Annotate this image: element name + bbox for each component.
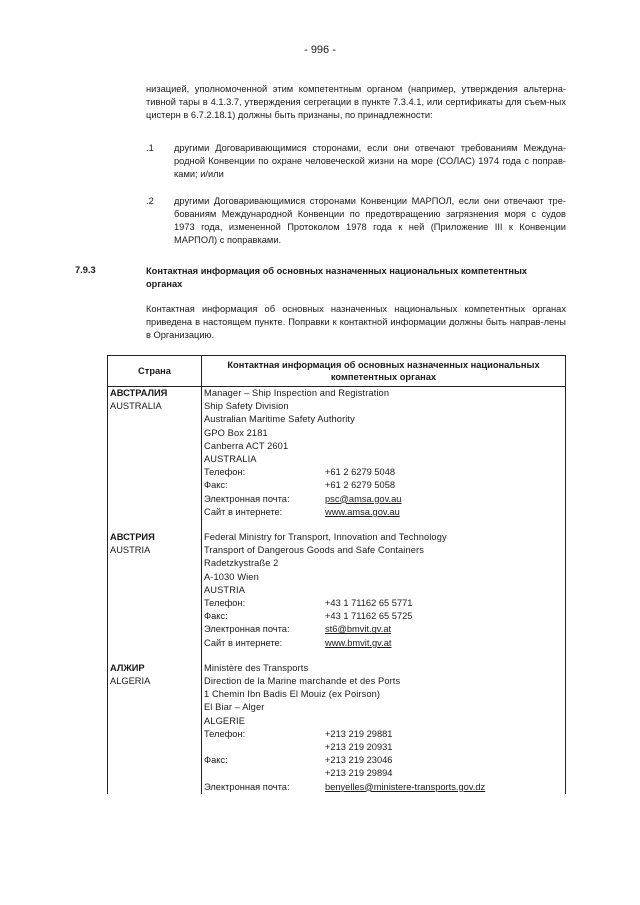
phone-value: +213 219 29881 (325, 728, 393, 739)
column-header-country: Страна (108, 356, 202, 387)
fax-value: +213 219 23046 (325, 755, 393, 766)
website-row (204, 637, 563, 650)
list-item-number: .1 (146, 143, 154, 153)
list-item-2 (146, 195, 566, 247)
contacts-table (107, 355, 566, 794)
address-line: Manager – Ship Inspection and Registration (204, 388, 390, 398)
country-name-en: ALGERIA (110, 676, 151, 687)
fax-label: Факс: (204, 611, 228, 622)
address-line: Radetzkystraße 2 (204, 558, 279, 569)
address-line: GPO Box 2181 (204, 427, 268, 438)
website-link[interactable]: www.bmvit.gv.at (325, 637, 392, 648)
address-line: AUSTRIA (204, 584, 245, 595)
address-line: Ministère des Transports (204, 662, 309, 673)
phone-value-2: +213 219 20931 (325, 742, 393, 753)
country-name-en: AUSTRALIA (110, 401, 162, 412)
fax-label: Факс: (204, 480, 228, 491)
phone-label: Телефон: (204, 598, 246, 609)
list-item-text: другими Договаривающимися сторонами, если они отвечают требованиям Междуна-родной Конвенции по охране человеческой жизни на море (СОЛАС) 1974 года с поправ-ками; и/или (174, 143, 566, 179)
section-title: Контактная информация об основных назначенных национальных компетентных органах (146, 266, 528, 289)
country-name-ru: АЛЖИР (110, 662, 145, 673)
contact-cell (202, 662, 566, 794)
email-row (204, 781, 563, 794)
intro-paragraph: низацией, уполномоченной этим компетентным органом (например, утверждения альтерна-тивной тары в 4.1.3.7, утверждения сегрегации в пункте 7.3.4.1, или сертификаты для съем-ных цистерн в 6.7.2.18.1) должны быть признаны, по принадлежности: (146, 84, 566, 120)
website-row (204, 506, 563, 519)
email-label: Электронная почта: (204, 781, 290, 792)
email-row (204, 623, 563, 636)
website-label: Сайт в интернете: (204, 637, 283, 648)
address-line: Australian Maritime Safety Authority (204, 414, 355, 425)
table-row-australia (108, 387, 566, 532)
address-line: Ship Safety Division (204, 401, 289, 412)
phone-row (204, 728, 563, 741)
section-number: 7.9.3 (75, 265, 96, 275)
table-row-algeria (108, 662, 566, 794)
address-line: 1 Chemin Ibn Badis El Mouiz (ex Poirson) (204, 689, 381, 700)
phone-label: Телефон: (204, 467, 246, 478)
section-text: Контактная информация об основных назначенных национальных компетентных органах приведена в настоящем пункте. Поправки к контактной информации должны быть направ-лены в Организацию. (146, 304, 566, 340)
contact-cell (202, 387, 566, 532)
fax-row (204, 610, 563, 623)
website-label: Сайт в интернете: (204, 506, 283, 517)
contact-cell (202, 531, 566, 662)
email-label: Электронная почта: (204, 624, 290, 635)
table-header-row (108, 356, 566, 387)
address-line: El Biar – Alger (204, 702, 265, 713)
address-line: Direction de la Marine marchande et des Ports (204, 676, 401, 687)
country-name-en: AUSTRIA (110, 545, 151, 556)
address-line: AUSTRALIA (204, 454, 257, 465)
list-item-number: .2 (146, 196, 154, 206)
address-line: Transport of Dangerous Goods and Safe Containers (204, 545, 424, 556)
country-cell (108, 531, 202, 662)
website-link[interactable]: www.amsa.gov.au (325, 506, 400, 517)
fax-row (204, 754, 563, 767)
address-line: Canberra ACT 2601 (204, 440, 289, 451)
fax-label-empty (204, 767, 325, 780)
fax-label: Факс: (204, 755, 228, 766)
table-row-austria (108, 531, 566, 662)
phone-row-2 (204, 741, 563, 754)
email-link[interactable]: psc@amsa.gov.au (325, 493, 402, 504)
country-cell (108, 662, 202, 794)
column-header-contact: Контактная информация об основных назначенных национальных компетентных органах (202, 356, 566, 387)
fax-value: +61 2 6279 5058 (325, 480, 396, 491)
address-line: ALGERIE (204, 715, 246, 726)
phone-value: +43 1 71162 65 5771 (325, 598, 413, 609)
fax-value-2: +213 219 29894 (325, 768, 393, 779)
country-cell (108, 387, 202, 532)
email-row (204, 493, 563, 506)
email-link[interactable]: st6@bmvit.gv.at (325, 624, 392, 635)
fax-row (204, 479, 563, 492)
country-name-ru: АВСТРАЛИЯ (110, 388, 168, 398)
phone-value: +61 2 6279 5048 (325, 467, 396, 478)
phone-label-empty (204, 741, 325, 754)
phone-row (204, 597, 563, 610)
fax-value: +43 1 71162 65 5725 (325, 611, 413, 622)
address-line: A-1030 Wien (204, 571, 259, 582)
email-link[interactable]: benyelles@ministere-transports.gov.dz (325, 781, 486, 792)
list-item-text: другими Договаривающимися сторонами Конвенции МАРПОЛ, если они отвечают тре-бованиям Международной Конвенции по предотвращению загрязнения моря с судов 1973 года, измененной Протоколом 1978 года к ней (Приложение III к Конвенции МАРПОЛ) с поправками. (174, 196, 566, 245)
page-number: - 996 - (304, 44, 336, 56)
list-item-1 (146, 142, 566, 181)
fax-row-2 (204, 767, 563, 780)
country-name-ru: АВСТРИЯ (110, 532, 155, 543)
phone-row (204, 466, 563, 479)
email-label: Электронная почта: (204, 493, 290, 504)
phone-label: Телефон: (204, 728, 246, 739)
address-line: Federal Ministry for Transport, Innovation and Technology (204, 532, 447, 543)
